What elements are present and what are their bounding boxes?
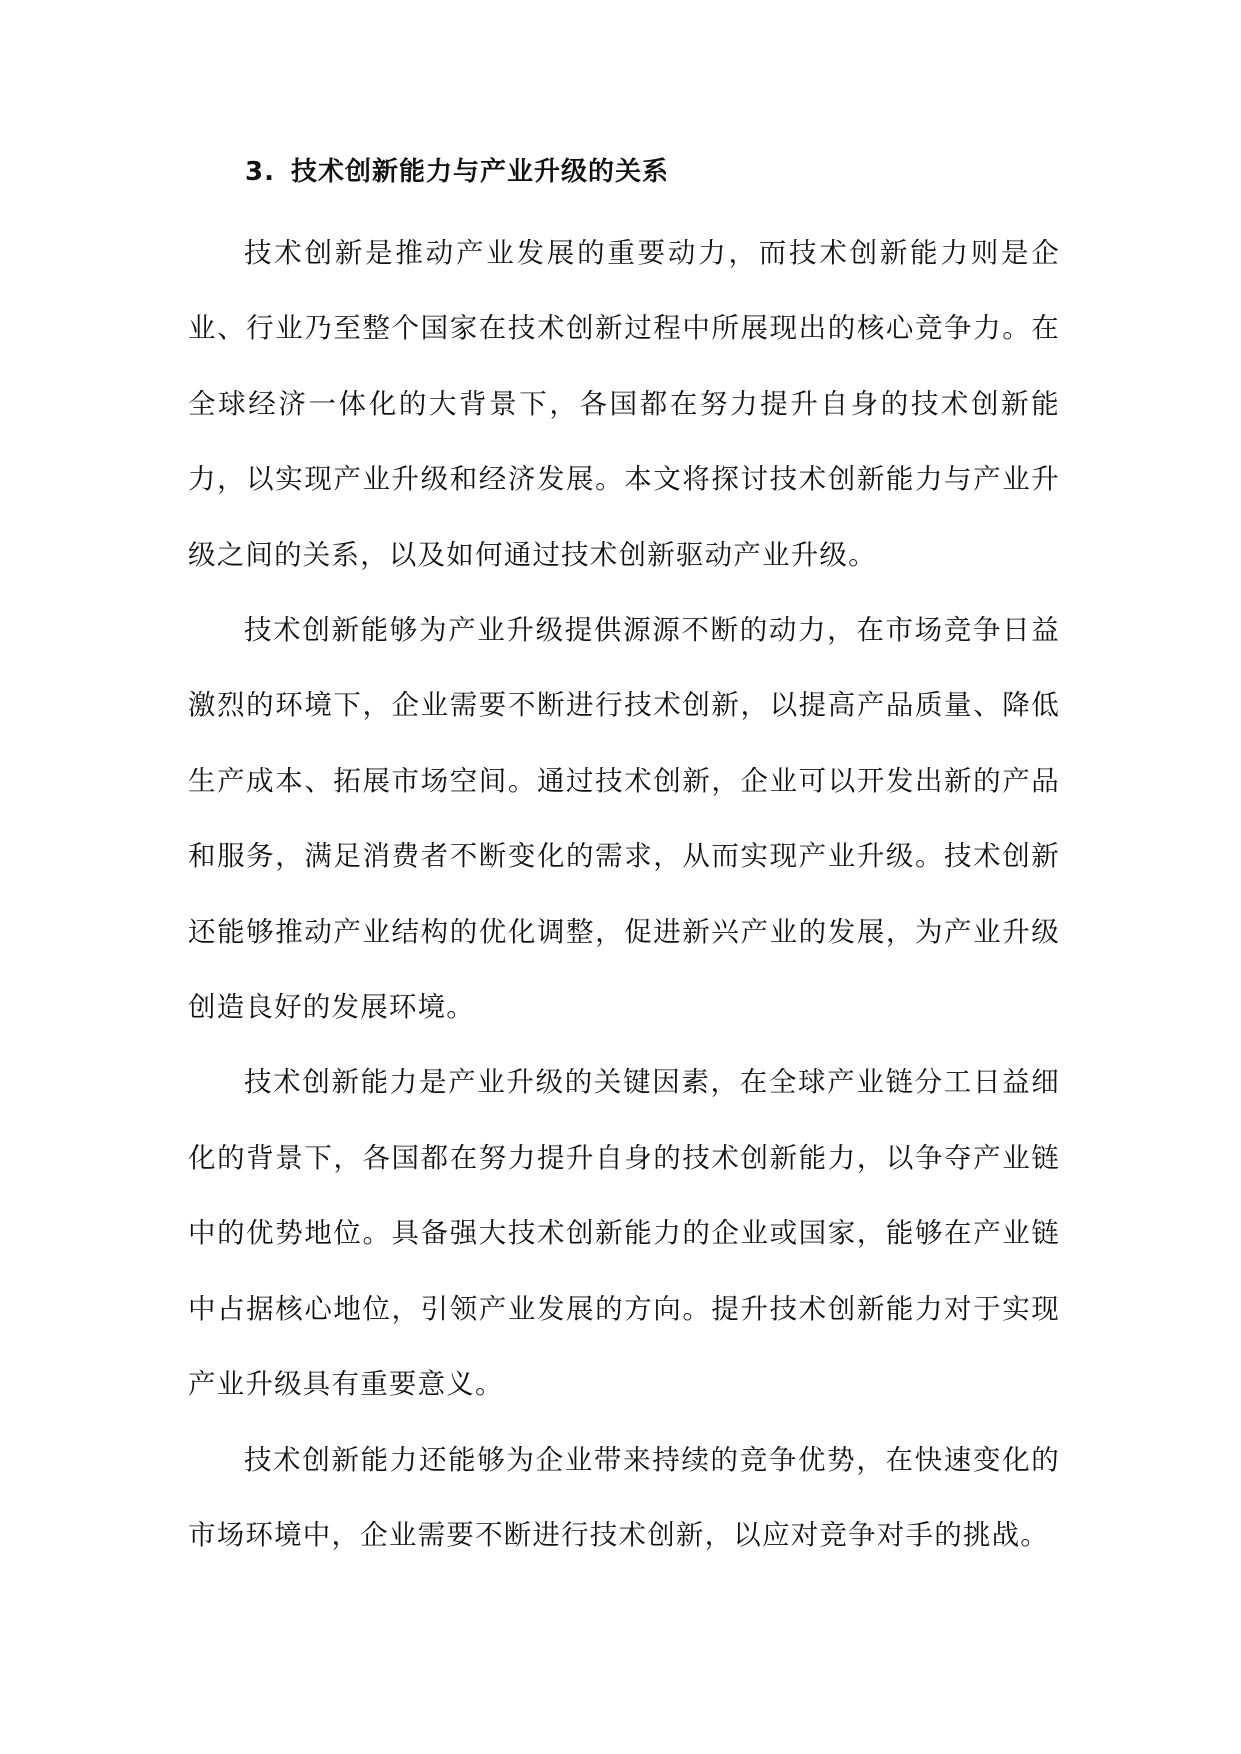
paragraph-2: 技术创新能够为产业升级提供源源不断的动力，在市场竞争日益激烈的环境下，企业需要不断进行技术创新，以提高产品质量、降低生产成本、拓展市场空间。通过技术创新，企业可以开发出新的产品和服务，满足消费者不断变化的需求，从而实现产业升级。技术创新还能够推动产业结构的优化调整，促进新兴产业的发展，为产业升级创造良好的发展环境。 bbox=[188, 614, 1060, 1024]
section-number: 3. bbox=[245, 157, 275, 187]
paragraph-4: 技术创新能力还能够为企业带来持续的竞争优势，在快速变化的市场环境中，企业需要不断进行技术创新，以应对竞争对手的挑战。 bbox=[188, 1443, 1060, 1551]
section-heading bbox=[245, 132, 1060, 212]
section-title: 技术创新能力与产业升级的关系 bbox=[290, 157, 669, 187]
paragraph-3: 技术创新能力是产业升级的关键因素，在全球产业链分工日益细化的背景下，各国都在努力提升自身的技术创新能力，以争夺产业链中的优势地位。具备强大技术创新能力的企业或国家，能够在产业链中占据核心地位，引领产业发展的方向。提升技术创新能力对于实现产业升级具有重要意义。 bbox=[188, 1066, 1060, 1401]
document-body bbox=[188, 132, 1060, 1573]
paragraph-1: 技术创新是推动产业发展的重要动力，而技术创新能力则是企业、行业乃至整个国家在技术创新过程中所展现出的核心竞争力。在全球经济一体化的大背景下，各国都在努力提升自身的技术创新能力，以实现产业升级和经济发展。本文将探讨技术创新能力与产业升级之间的关系，以及如何通过技术创新驱动产业升级。 bbox=[188, 237, 1060, 571]
